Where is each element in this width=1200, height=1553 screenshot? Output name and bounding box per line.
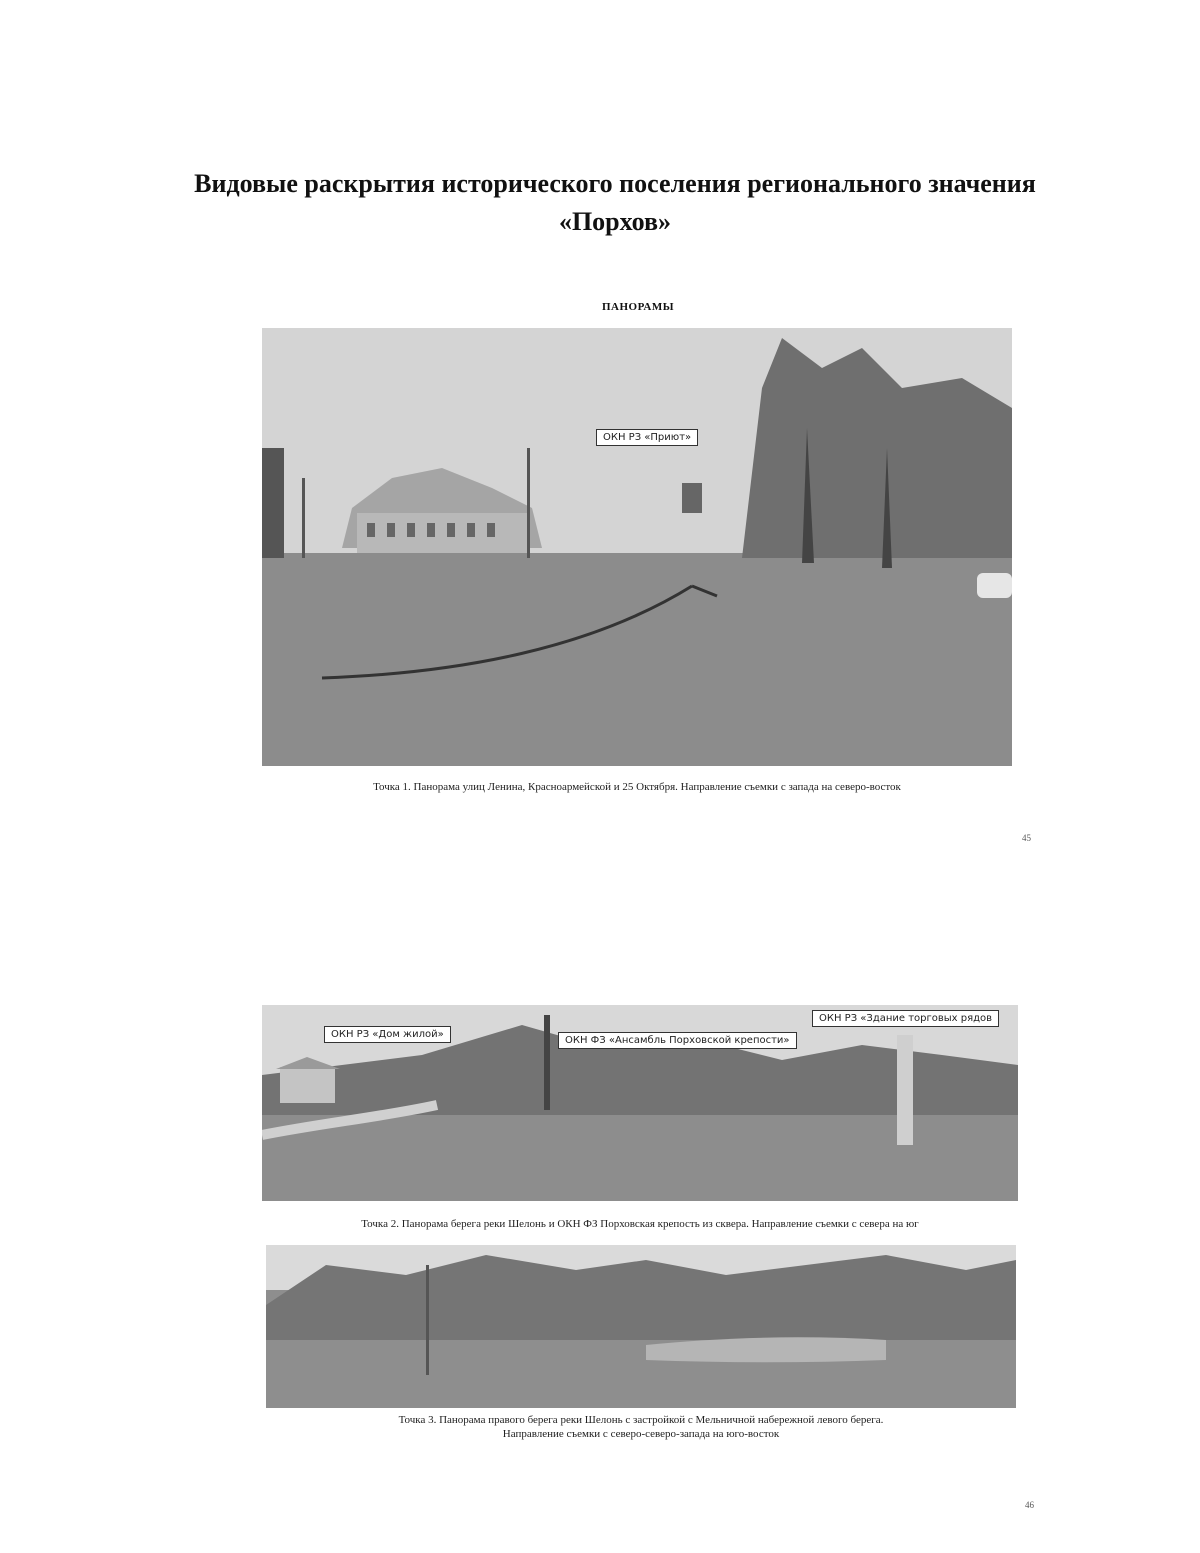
title-line-2: «Порхов»	[558, 207, 672, 236]
photo-2-caption: Точка 2. Панорама берега реки Шелонь и ОКН ФЗ Порховская крепость из сквера. Направление съемки с севера на юг	[361, 1218, 919, 1230]
photo-3-caption	[266, 1413, 1016, 1441]
panorama-photo-1	[262, 328, 1012, 766]
photo-1-caption: Точка 1. Панорама улиц Ленина, Красноармейской и 25 Октября. Направление съемки с запада на северо-восток	[373, 781, 901, 793]
page-number-46: 46	[1025, 1500, 1034, 1510]
title-line-1: Видовые раскрытия исторического поселения регионального значения	[194, 169, 1036, 198]
page-number-45: 45	[1022, 833, 1031, 843]
panorama-photo-2	[262, 1005, 1018, 1201]
panorama-photo-3	[266, 1245, 1016, 1408]
panorama-1-image	[262, 328, 1012, 766]
photo-2-label-ansambl-kreposti: ОКН ФЗ «Ансамбль Порховской крепости»	[558, 1032, 797, 1049]
document-title	[100, 165, 1130, 241]
photo-2-label-dom-zhiloy: ОКН РЗ «Дом жилой»	[324, 1026, 451, 1043]
photo-2-label-torgovye-ryady: ОКН РЗ «Здание торговых рядов	[812, 1010, 999, 1027]
photo-1-label-priyut: ОКН РЗ «Приют»	[596, 429, 698, 446]
photo-3-caption-line-2: Направление съемки с северо-северо-запада на юго-восток	[502, 1428, 780, 1440]
section-heading: ПАНОРАМЫ	[601, 301, 675, 313]
panorama-3-image	[266, 1245, 1016, 1408]
photo-3-caption-line-1: Точка 3. Панорама правого берега реки Шелонь с застройкой с Мельничной набережной левого берега.	[398, 1414, 884, 1426]
